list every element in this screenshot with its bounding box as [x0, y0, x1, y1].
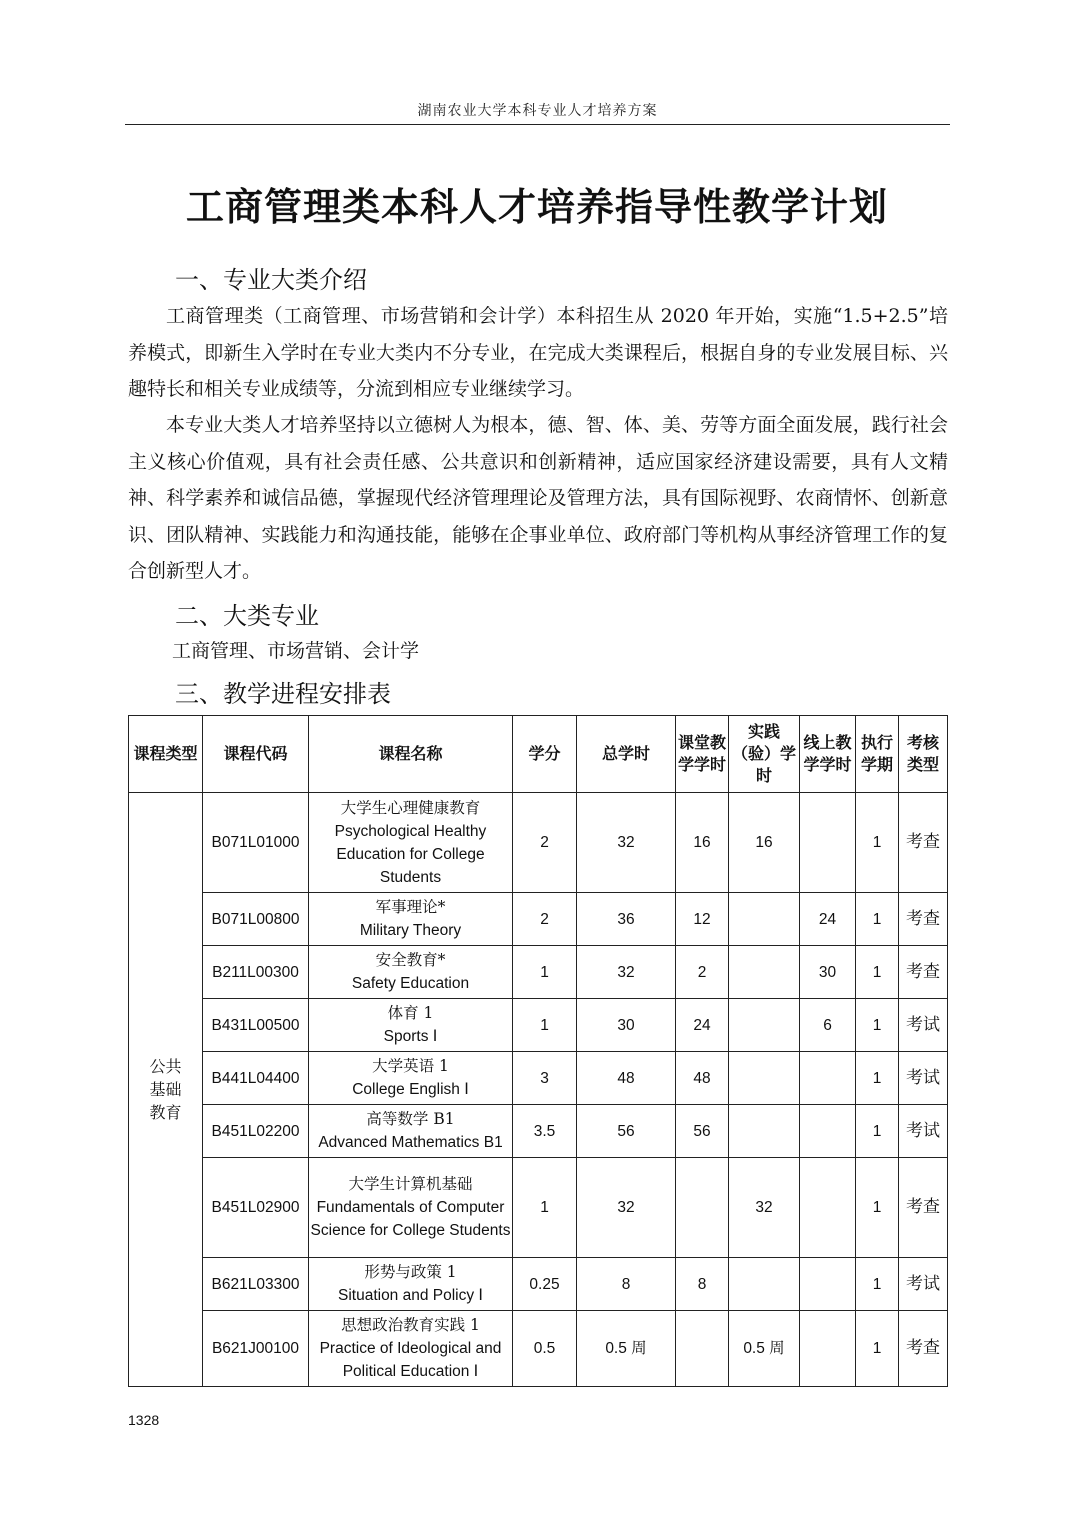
table-row: [129, 1052, 948, 1105]
class-hours: 12: [676, 893, 729, 946]
total-hours: 0.5 周: [577, 1311, 676, 1387]
course-code: B071L01000: [203, 793, 309, 893]
credits: 3: [513, 1052, 577, 1105]
table-row: [129, 946, 948, 999]
section-1-paragraph-2: 本专业大类人才培养坚持以立德树人为根本，德、智、体、美、劳等方面全面发展，践行社会主义核心价值观，具有社会责任感、公共意识和创新精神，适应国家经济建设需要，具有人文精神、科学素养和诚信品德，掌握现代经济管理理论及管理方法，具有国际视野、农商情怀、创新意识、团队精神、实践能力和沟通技能，能够在企事业单位、政府部门等机构从事经济管理工作的复合创新型人才。: [128, 414, 948, 582]
table-row: [129, 1311, 948, 1387]
course-code: B211L00300: [203, 946, 309, 999]
page-number: 1328: [128, 1412, 160, 1428]
header-code: 课程代码: [203, 716, 309, 793]
course-name-cn: 安全教育*: [375, 951, 446, 969]
course-code: B441L04400: [203, 1052, 309, 1105]
course-name-cn: 大学英语 1: [372, 1057, 449, 1075]
header-practice-hours: 实践（验）学时: [729, 716, 800, 793]
course-name: [309, 1052, 513, 1105]
term: 1: [856, 946, 899, 999]
course-name: [309, 893, 513, 946]
course-name: [309, 1105, 513, 1158]
assessment-type: 考查: [899, 1311, 948, 1387]
class-hours: 2: [676, 946, 729, 999]
class-hours: 8: [676, 1258, 729, 1311]
header-online-hours: 线上教学学时: [800, 716, 856, 793]
assessment-type: 考试: [899, 999, 948, 1052]
online-hours: [800, 1258, 856, 1311]
credits: 2: [513, 793, 577, 893]
table-row: [129, 1105, 948, 1158]
class-hours: [676, 1158, 729, 1258]
course-name-en: Situation and Policy Ⅰ: [337, 1287, 484, 1304]
category-label: 公共基础教育: [149, 1057, 182, 1122]
total-hours: 30: [577, 999, 676, 1052]
credits: 2: [513, 893, 577, 946]
course-code: B451L02900: [203, 1158, 309, 1258]
course-name-cn: 思想政治教育实践 1: [341, 1316, 480, 1334]
term: 1: [856, 893, 899, 946]
course-name-en: Safety Education: [351, 975, 470, 992]
header-category: 课程类型: [129, 716, 203, 793]
course-name-en: Advanced Mathematics B1: [318, 1134, 503, 1151]
table-row: [129, 999, 948, 1052]
course-name: [309, 1311, 513, 1387]
class-hours: 56: [676, 1105, 729, 1158]
section-3-heading: 三、教学进程安排表: [175, 680, 391, 708]
course-name-cn: 军事理论*: [375, 898, 446, 916]
online-hours: 30: [800, 946, 856, 999]
term: 1: [856, 999, 899, 1052]
total-hours: 32: [577, 793, 676, 893]
course-code: B621L03300: [203, 1258, 309, 1311]
assessment-type: 考试: [899, 1052, 948, 1105]
course-code: B431L00500: [203, 999, 309, 1052]
class-hours: [676, 1311, 729, 1387]
term: 1: [856, 1158, 899, 1258]
practice-hours: 0.5 周: [729, 1311, 800, 1387]
header-assessment: 考核类型: [899, 716, 948, 793]
header-term: 执行学期: [856, 716, 899, 793]
course-code: B451L02200: [203, 1105, 309, 1158]
section-1-paragraph-1: 工商管理类（工商管理、市场营销和会计学）本科招生从 2020 年开始，实施“1.5+2.5”培养模式，即新生入学时在专业大类内不分专业，在完成大类课程后，根据自身的专业发展目标、兴趣特长和相关专业成绩等，分流到相应专业继续学习。: [128, 305, 948, 400]
major-list: 工商管理、市场营销、会计学: [172, 640, 420, 662]
credits: 3.5: [513, 1105, 577, 1158]
course-name-cn: 体育 1: [387, 1004, 434, 1022]
assessment-type: 考查: [899, 793, 948, 893]
course-code: B071L00800: [203, 893, 309, 946]
credits: 1: [513, 999, 577, 1052]
total-hours: 32: [577, 946, 676, 999]
term: 1: [856, 1105, 899, 1158]
section-1-heading: 一、专业大类介绍: [175, 266, 367, 294]
assessment-type: 考查: [899, 1158, 948, 1258]
course-name-en: Military Theory: [359, 922, 462, 939]
credits: 0.25: [513, 1258, 577, 1311]
document-title: 工商管理类本科人才培养指导性教学计划: [185, 184, 888, 229]
term: 1: [856, 1258, 899, 1311]
total-hours: 48: [577, 1052, 676, 1105]
running-header: 湖南农业大学本科专业人才培养方案: [417, 103, 658, 119]
total-hours: 8: [577, 1258, 676, 1311]
table-header-row: [129, 716, 948, 793]
course-name: [309, 793, 513, 893]
teaching-schedule-table: [128, 715, 948, 1387]
credits: 0.5: [513, 1311, 577, 1387]
class-hours: 16: [676, 793, 729, 893]
table-row: [129, 1158, 948, 1258]
header-class-hours: 课堂教学学时: [676, 716, 729, 793]
table-row: [129, 793, 948, 893]
course-name: [309, 1258, 513, 1311]
total-hours: 56: [577, 1105, 676, 1158]
course-name-cn: 大学生心理健康教育: [340, 798, 481, 817]
online-hours: [800, 1105, 856, 1158]
table-row: [129, 1258, 948, 1311]
online-hours: [800, 793, 856, 893]
credits: 1: [513, 1158, 577, 1258]
class-hours: 48: [676, 1052, 729, 1105]
practice-hours: [729, 893, 800, 946]
assessment-type: 考查: [899, 893, 948, 946]
course-name: [309, 946, 513, 999]
practice-hours: 16: [729, 793, 800, 893]
practice-hours: [729, 1105, 800, 1158]
course-name-en: Psychological Healthy Education for College Students: [334, 822, 487, 886]
online-hours: 6: [800, 999, 856, 1052]
header-rule: [125, 124, 950, 125]
total-hours: 32: [577, 1158, 676, 1258]
assessment-type: 考查: [899, 946, 948, 999]
header-credits: 学分: [513, 716, 577, 793]
course-code: B621J00100: [203, 1311, 309, 1387]
assessment-type: 考试: [899, 1105, 948, 1158]
practice-hours: [729, 999, 800, 1052]
header-total-hours: 总学时: [577, 716, 676, 793]
term: 1: [856, 1311, 899, 1387]
total-hours: 36: [577, 893, 676, 946]
online-hours: [800, 1311, 856, 1387]
course-name-en: Practice of Ideological and Political Education Ⅰ: [319, 1340, 502, 1380]
online-hours: 24: [800, 893, 856, 946]
term: 1: [856, 1052, 899, 1105]
practice-hours: [729, 1258, 800, 1311]
course-name: [309, 999, 513, 1052]
category-cell: [129, 793, 203, 1387]
online-hours: [800, 1158, 856, 1258]
course-name-cn: 形势与政策 1: [364, 1263, 457, 1281]
course-name-en: Sports Ⅰ: [383, 1028, 438, 1045]
header-name: 课程名称: [309, 716, 513, 793]
course-name-cn: 大学生计算机基础: [348, 1175, 473, 1193]
course-name: [309, 1158, 513, 1258]
course-name-en: College English Ⅰ: [352, 1081, 469, 1098]
section-2-heading: 二、大类专业: [175, 602, 319, 630]
credits: 1: [513, 946, 577, 999]
class-hours: 24: [676, 999, 729, 1052]
assessment-type: 考试: [899, 1258, 948, 1311]
practice-hours: 32: [729, 1158, 800, 1258]
table-row: [129, 893, 948, 946]
online-hours: [800, 1052, 856, 1105]
practice-hours: [729, 946, 800, 999]
term: 1: [856, 793, 899, 893]
course-name-en: Fundamentals of Computer Science for College Students: [310, 1199, 511, 1239]
course-name-cn: 高等数学 B1: [366, 1110, 455, 1128]
practice-hours: [729, 1052, 800, 1105]
